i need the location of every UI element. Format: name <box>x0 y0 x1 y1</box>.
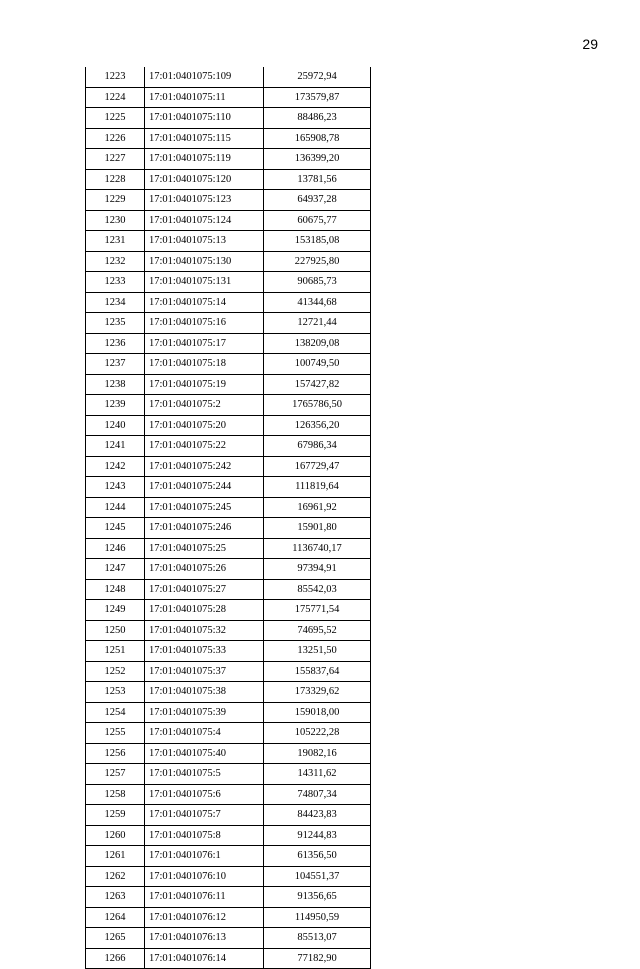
table-row <box>86 538 371 559</box>
cadastral-number-cell: 17:01:0401075:38 <box>145 682 264 703</box>
value-cell: 91356,65 <box>264 887 371 908</box>
row-number-cell: 1266 <box>86 948 145 969</box>
row-number-cell: 1236 <box>86 333 145 354</box>
cadastral-number-cell: 17:01:0401076:12 <box>145 907 264 928</box>
row-number-cell: 1230 <box>86 210 145 231</box>
table-row <box>86 866 371 887</box>
table-row <box>86 128 371 149</box>
cadastral-number-cell: 17:01:0401075:32 <box>145 620 264 641</box>
row-number-cell: 1231 <box>86 231 145 252</box>
table-row <box>86 436 371 457</box>
cadastral-number-cell: 17:01:0401075:110 <box>145 108 264 129</box>
row-number-cell: 1253 <box>86 682 145 703</box>
value-cell: 41344,68 <box>264 292 371 313</box>
value-cell: 64937,28 <box>264 190 371 211</box>
table-row <box>86 395 371 416</box>
row-number-cell: 1250 <box>86 620 145 641</box>
table-row <box>86 108 371 129</box>
table-row <box>86 456 371 477</box>
cadastral-number-cell: 17:01:0401075:246 <box>145 518 264 539</box>
value-cell: 85513,07 <box>264 928 371 949</box>
table-row <box>86 149 371 170</box>
table-row <box>86 600 371 621</box>
value-cell: 74695,52 <box>264 620 371 641</box>
value-cell: 155837,64 <box>264 661 371 682</box>
table-row <box>86 313 371 334</box>
table-row <box>86 374 371 395</box>
row-number-cell: 1261 <box>86 846 145 867</box>
cadastral-number-cell: 17:01:0401075:27 <box>145 579 264 600</box>
value-cell: 85542,03 <box>264 579 371 600</box>
table-row <box>86 682 371 703</box>
value-cell: 84423,83 <box>264 805 371 826</box>
cadastral-number-cell: 17:01:0401075:25 <box>145 538 264 559</box>
row-number-cell: 1233 <box>86 272 145 293</box>
row-number-cell: 1262 <box>86 866 145 887</box>
value-cell: 111819,64 <box>264 477 371 498</box>
table-row <box>86 559 371 580</box>
row-number-cell: 1244 <box>86 497 145 518</box>
value-cell: 105222,28 <box>264 723 371 744</box>
row-number-cell: 1239 <box>86 395 145 416</box>
value-cell: 14311,62 <box>264 764 371 785</box>
cadastral-number-cell: 17:01:0401075:242 <box>145 456 264 477</box>
table-row <box>86 702 371 723</box>
value-cell: 136399,20 <box>264 149 371 170</box>
table-row <box>86 620 371 641</box>
table-row <box>86 723 371 744</box>
cadastral-number-cell: 17:01:0401075:2 <box>145 395 264 416</box>
table-row <box>86 825 371 846</box>
cadastral-number-cell: 17:01:0401075:119 <box>145 149 264 170</box>
value-cell: 165908,78 <box>264 128 371 149</box>
cadastral-number-cell: 17:01:0401075:39 <box>145 702 264 723</box>
value-cell: 61356,50 <box>264 846 371 867</box>
row-number-cell: 1240 <box>86 415 145 436</box>
table-row <box>86 497 371 518</box>
row-number-cell: 1254 <box>86 702 145 723</box>
row-number-cell: 1225 <box>86 108 145 129</box>
value-cell: 104551,37 <box>264 866 371 887</box>
row-number-cell: 1227 <box>86 149 145 170</box>
value-cell: 173329,62 <box>264 682 371 703</box>
data-table <box>85 67 371 969</box>
cadastral-number-cell: 17:01:0401075:20 <box>145 415 264 436</box>
table-row <box>86 518 371 539</box>
table-row <box>86 805 371 826</box>
cadastral-number-cell: 17:01:0401075:19 <box>145 374 264 395</box>
cadastral-number-cell: 17:01:0401075:11 <box>145 87 264 108</box>
cadastral-number-cell: 17:01:0401075:28 <box>145 600 264 621</box>
value-cell: 157427,82 <box>264 374 371 395</box>
table-row <box>86 333 371 354</box>
value-cell: 88486,23 <box>264 108 371 129</box>
value-cell: 16961,92 <box>264 497 371 518</box>
row-number-cell: 1251 <box>86 641 145 662</box>
table-row <box>86 784 371 805</box>
row-number-cell: 1241 <box>86 436 145 457</box>
value-cell: 114950,59 <box>264 907 371 928</box>
table-row <box>86 579 371 600</box>
table-row <box>86 907 371 928</box>
table-row <box>86 190 371 211</box>
row-number-cell: 1245 <box>86 518 145 539</box>
value-cell: 153185,08 <box>264 231 371 252</box>
table-row <box>86 292 371 313</box>
cadastral-number-cell: 17:01:0401076:1 <box>145 846 264 867</box>
cadastral-number-cell: 17:01:0401075:5 <box>145 764 264 785</box>
table-row <box>86 231 371 252</box>
value-cell: 74807,34 <box>264 784 371 805</box>
table-row <box>86 764 371 785</box>
row-number-cell: 1237 <box>86 354 145 375</box>
cadastral-number-cell: 17:01:0401075:4 <box>145 723 264 744</box>
table-row <box>86 210 371 231</box>
row-number-cell: 1247 <box>86 559 145 580</box>
value-cell: 167729,47 <box>264 456 371 477</box>
row-number-cell: 1223 <box>86 67 145 87</box>
row-number-cell: 1257 <box>86 764 145 785</box>
row-number-cell: 1252 <box>86 661 145 682</box>
table-row <box>86 477 371 498</box>
row-number-cell: 1255 <box>86 723 145 744</box>
table-row <box>86 928 371 949</box>
cadastral-number-cell: 17:01:0401075:124 <box>145 210 264 231</box>
cadastral-number-cell: 17:01:0401075:123 <box>145 190 264 211</box>
cadastral-number-cell: 17:01:0401075:26 <box>145 559 264 580</box>
table-row <box>86 169 371 190</box>
table-row <box>86 415 371 436</box>
value-cell: 12721,44 <box>264 313 371 334</box>
cadastral-number-cell: 17:01:0401076:10 <box>145 866 264 887</box>
cadastral-number-cell: 17:01:0401075:7 <box>145 805 264 826</box>
value-cell: 1136740,17 <box>264 538 371 559</box>
value-cell: 91244,83 <box>264 825 371 846</box>
cadastral-number-cell: 17:01:0401075:130 <box>145 251 264 272</box>
table-row <box>86 354 371 375</box>
page-number: 29 <box>582 36 598 52</box>
cadastral-number-cell: 17:01:0401075:16 <box>145 313 264 334</box>
row-number-cell: 1256 <box>86 743 145 764</box>
row-number-cell: 1228 <box>86 169 145 190</box>
cadastral-number-cell: 17:01:0401075:18 <box>145 354 264 375</box>
table-row <box>86 272 371 293</box>
table-body <box>86 67 371 969</box>
cadastral-number-cell: 17:01:0401075:244 <box>145 477 264 498</box>
cadastral-number-cell: 17:01:0401076:14 <box>145 948 264 969</box>
value-cell: 126356,20 <box>264 415 371 436</box>
cadastral-number-cell: 17:01:0401075:22 <box>145 436 264 457</box>
table-row <box>86 661 371 682</box>
cadastral-number-cell: 17:01:0401075:115 <box>145 128 264 149</box>
cadastral-number-cell: 17:01:0401075:131 <box>145 272 264 293</box>
cadastral-number-cell: 17:01:0401075:120 <box>145 169 264 190</box>
cadastral-number-cell: 17:01:0401075:109 <box>145 67 264 87</box>
row-number-cell: 1259 <box>86 805 145 826</box>
row-number-cell: 1264 <box>86 907 145 928</box>
value-cell: 67986,34 <box>264 436 371 457</box>
value-cell: 159018,00 <box>264 702 371 723</box>
value-cell: 60675,77 <box>264 210 371 231</box>
row-number-cell: 1258 <box>86 784 145 805</box>
table-row <box>86 641 371 662</box>
row-number-cell: 1226 <box>86 128 145 149</box>
value-cell: 13781,56 <box>264 169 371 190</box>
cadastral-number-cell: 17:01:0401075:33 <box>145 641 264 662</box>
row-number-cell: 1234 <box>86 292 145 313</box>
row-number-cell: 1265 <box>86 928 145 949</box>
value-cell: 138209,08 <box>264 333 371 354</box>
row-number-cell: 1243 <box>86 477 145 498</box>
value-cell: 1765786,50 <box>264 395 371 416</box>
row-number-cell: 1260 <box>86 825 145 846</box>
cadastral-number-cell: 17:01:0401075:8 <box>145 825 264 846</box>
value-cell: 77182,90 <box>264 948 371 969</box>
table-row <box>86 67 371 87</box>
cadastral-number-cell: 17:01:0401075:245 <box>145 497 264 518</box>
value-cell: 13251,50 <box>264 641 371 662</box>
table-row <box>86 87 371 108</box>
value-cell: 15901,80 <box>264 518 371 539</box>
value-cell: 25972,94 <box>264 67 371 87</box>
cadastral-number-cell: 17:01:0401075:14 <box>145 292 264 313</box>
row-number-cell: 1238 <box>86 374 145 395</box>
cadastral-number-cell: 17:01:0401076:13 <box>145 928 264 949</box>
row-number-cell: 1229 <box>86 190 145 211</box>
table-row <box>86 948 371 969</box>
row-number-cell: 1263 <box>86 887 145 908</box>
cadastral-number-cell: 17:01:0401075:6 <box>145 784 264 805</box>
cadastral-number-cell: 17:01:0401075:37 <box>145 661 264 682</box>
row-number-cell: 1249 <box>86 600 145 621</box>
row-number-cell: 1246 <box>86 538 145 559</box>
cadastral-number-cell: 17:01:0401075:40 <box>145 743 264 764</box>
row-number-cell: 1224 <box>86 87 145 108</box>
row-number-cell: 1235 <box>86 313 145 334</box>
row-number-cell: 1232 <box>86 251 145 272</box>
value-cell: 175771,54 <box>264 600 371 621</box>
table-row <box>86 251 371 272</box>
table-row <box>86 846 371 867</box>
value-cell: 100749,50 <box>264 354 371 375</box>
value-cell: 227925,80 <box>264 251 371 272</box>
table-row <box>86 743 371 764</box>
row-number-cell: 1242 <box>86 456 145 477</box>
cadastral-number-cell: 17:01:0401076:11 <box>145 887 264 908</box>
value-cell: 90685,73 <box>264 272 371 293</box>
value-cell: 97394,91 <box>264 559 371 580</box>
row-number-cell: 1248 <box>86 579 145 600</box>
cadastral-number-cell: 17:01:0401075:17 <box>145 333 264 354</box>
value-cell: 173579,87 <box>264 87 371 108</box>
value-cell: 19082,16 <box>264 743 371 764</box>
cadastral-number-cell: 17:01:0401075:13 <box>145 231 264 252</box>
